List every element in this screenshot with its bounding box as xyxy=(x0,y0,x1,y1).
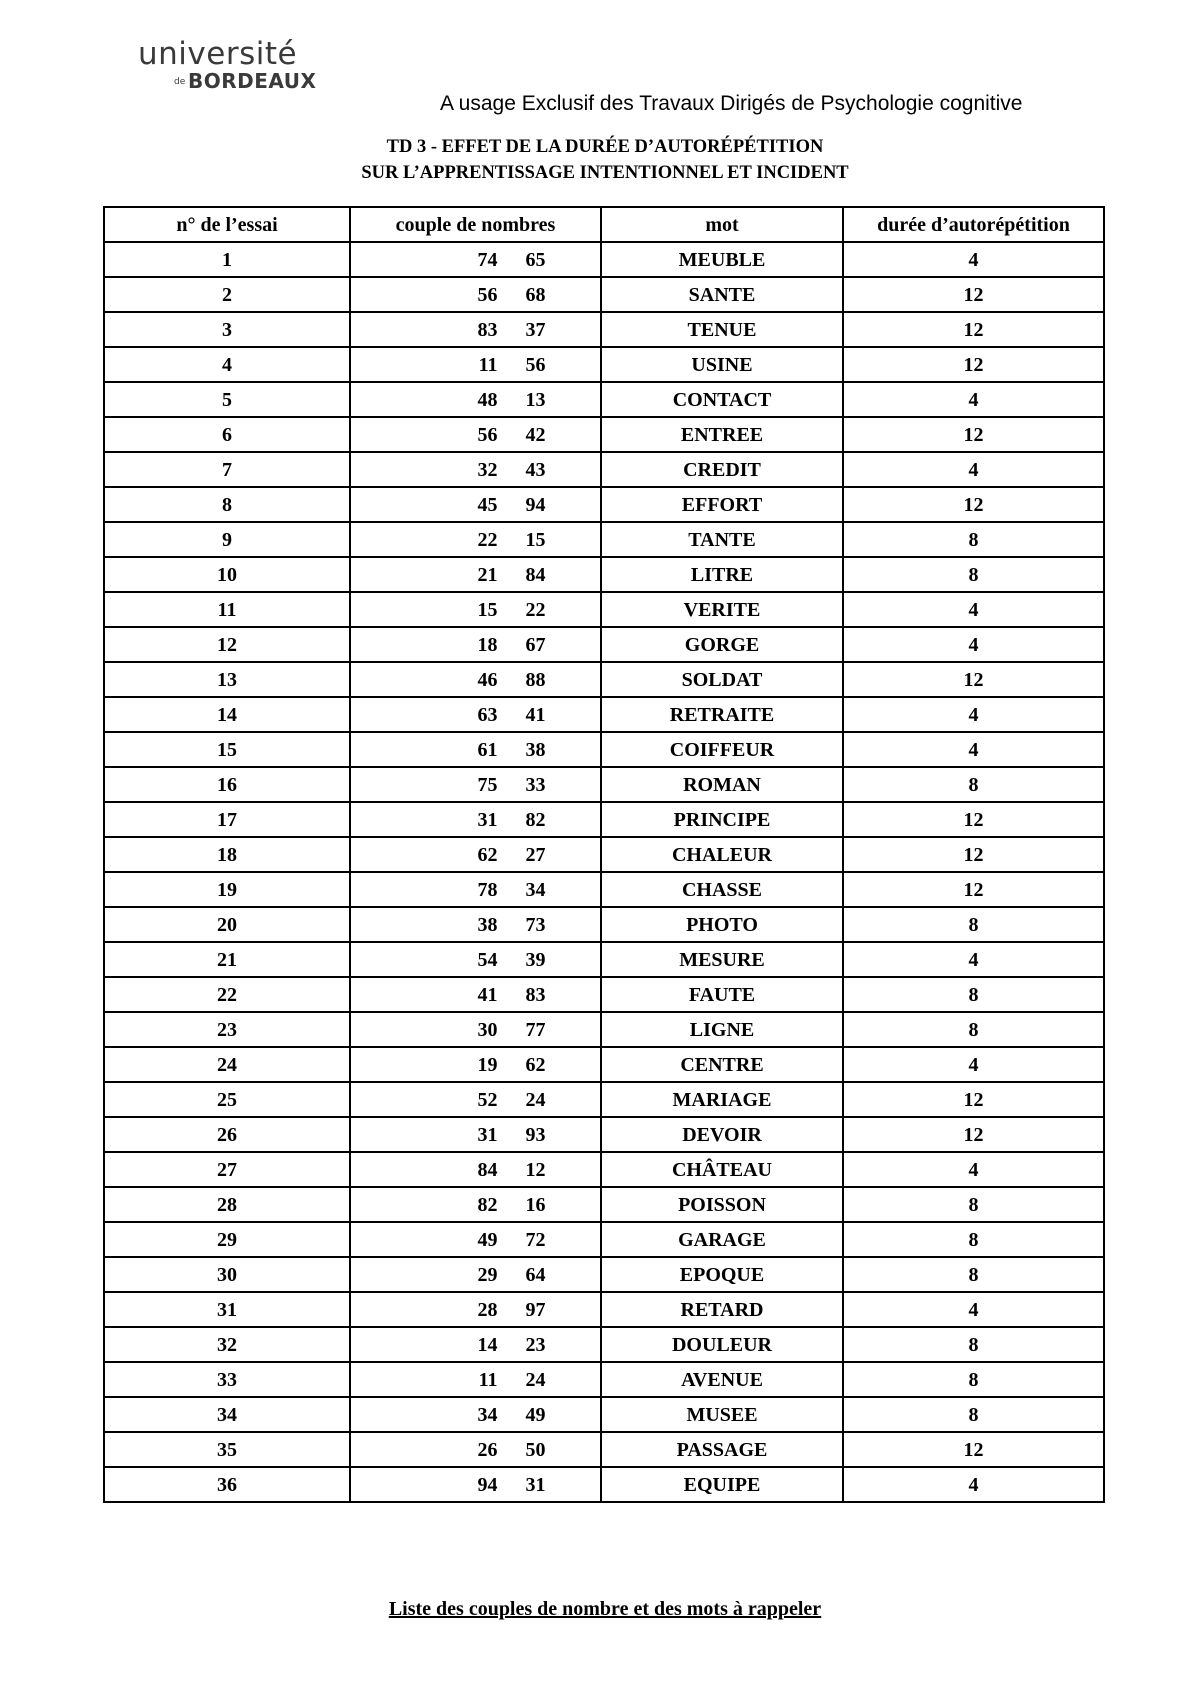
trial-number-cell: 3 xyxy=(104,312,350,347)
table-row xyxy=(104,312,1104,347)
table-row xyxy=(104,732,1104,767)
trial-number-cell: 6 xyxy=(104,417,350,452)
table-row xyxy=(104,1187,1104,1222)
trial-number-cell: 1 xyxy=(104,242,350,277)
second-number: 83 xyxy=(525,983,546,1006)
header-trial-number: n° de l’essai xyxy=(104,207,350,242)
second-number: 94 xyxy=(525,493,546,516)
number-pair-cell xyxy=(350,522,601,557)
second-number: 33 xyxy=(525,773,546,796)
second-number: 31 xyxy=(525,1473,546,1496)
second-number: 38 xyxy=(525,738,546,761)
trial-number-cell: 29 xyxy=(104,1222,350,1257)
second-number: 49 xyxy=(525,1403,546,1426)
table-header-row xyxy=(104,207,1104,242)
word-cell: MEUBLE xyxy=(601,242,843,277)
trial-number-cell: 22 xyxy=(104,977,350,1012)
duration-cell: 8 xyxy=(843,1012,1104,1047)
university-logo xyxy=(138,36,338,98)
number-pair-cell xyxy=(350,907,601,942)
document-title xyxy=(0,134,1200,186)
table-row xyxy=(104,1327,1104,1362)
table-row xyxy=(104,382,1104,417)
duration-cell: 8 xyxy=(843,1397,1104,1432)
table-row xyxy=(104,837,1104,872)
duration-cell: 4 xyxy=(843,452,1104,487)
table-row xyxy=(104,1362,1104,1397)
number-pair-cell xyxy=(350,1257,601,1292)
number-pair-cell xyxy=(350,1152,601,1187)
trial-number-cell: 30 xyxy=(104,1257,350,1292)
first-number: 61 xyxy=(477,738,498,761)
word-cell: SANTE xyxy=(601,277,843,312)
first-number: 18 xyxy=(477,633,498,656)
word-cell: USINE xyxy=(601,347,843,382)
trial-number-cell: 9 xyxy=(104,522,350,557)
duration-cell: 8 xyxy=(843,767,1104,802)
duration-cell: 4 xyxy=(843,1292,1104,1327)
first-number: 14 xyxy=(477,1333,498,1356)
word-cell: MARIAGE xyxy=(601,1082,843,1117)
trial-number-cell: 31 xyxy=(104,1292,350,1327)
table-row xyxy=(104,487,1104,522)
second-number: 37 xyxy=(525,318,546,341)
first-number: 78 xyxy=(477,878,498,901)
number-pair-cell xyxy=(350,732,601,767)
table-row xyxy=(104,977,1104,1012)
first-number: 31 xyxy=(477,1123,498,1146)
number-pair-cell xyxy=(350,1187,601,1222)
word-cell: DOULEUR xyxy=(601,1327,843,1362)
number-pair-cell xyxy=(350,1082,601,1117)
trial-number-cell: 17 xyxy=(104,802,350,837)
trial-number-cell: 35 xyxy=(104,1432,350,1467)
first-number: 11 xyxy=(478,1368,498,1391)
duration-cell: 4 xyxy=(843,1152,1104,1187)
first-number: 26 xyxy=(477,1438,498,1461)
first-number: 46 xyxy=(477,668,498,691)
duration-cell: 8 xyxy=(843,977,1104,1012)
table-row xyxy=(104,697,1104,732)
number-pair-cell xyxy=(350,1222,601,1257)
table-row xyxy=(104,1047,1104,1082)
duration-cell: 8 xyxy=(843,907,1104,942)
trials-table xyxy=(103,206,1105,1503)
duration-cell: 8 xyxy=(843,1257,1104,1292)
trial-number-cell: 20 xyxy=(104,907,350,942)
table-body xyxy=(104,242,1104,1502)
word-cell: MESURE xyxy=(601,942,843,977)
number-pair-cell xyxy=(350,662,601,697)
table-row xyxy=(104,557,1104,592)
first-number: 28 xyxy=(477,1298,498,1321)
first-number: 11 xyxy=(478,353,498,376)
trial-number-cell: 27 xyxy=(104,1152,350,1187)
duration-cell: 12 xyxy=(843,347,1104,382)
number-pair-cell xyxy=(350,802,601,837)
number-pair-cell xyxy=(350,312,601,347)
table-row xyxy=(104,1082,1104,1117)
trial-number-cell: 14 xyxy=(104,697,350,732)
first-number: 82 xyxy=(477,1193,498,1216)
word-cell: ROMAN xyxy=(601,767,843,802)
second-number: 50 xyxy=(525,1438,546,1461)
first-number: 62 xyxy=(477,843,498,866)
second-number: 72 xyxy=(525,1228,546,1251)
second-number: 77 xyxy=(525,1018,546,1041)
word-cell: GORGE xyxy=(601,627,843,662)
word-cell: LITRE xyxy=(601,557,843,592)
table-row xyxy=(104,942,1104,977)
duration-cell: 4 xyxy=(843,942,1104,977)
title-line-1: TD 3 - EFFET DE LA DURÉE D’AUTORÉPÉTITION xyxy=(386,137,824,157)
duration-cell: 12 xyxy=(843,1117,1104,1152)
duration-cell: 12 xyxy=(843,417,1104,452)
duration-cell: 12 xyxy=(843,277,1104,312)
table-row xyxy=(104,1222,1104,1257)
table-row xyxy=(104,347,1104,382)
duration-cell: 8 xyxy=(843,522,1104,557)
first-number: 75 xyxy=(477,773,498,796)
trial-number-cell: 7 xyxy=(104,452,350,487)
trial-number-cell: 15 xyxy=(104,732,350,767)
duration-cell: 12 xyxy=(843,837,1104,872)
header-word: mot xyxy=(601,207,843,242)
duration-cell: 12 xyxy=(843,662,1104,697)
trial-number-cell: 12 xyxy=(104,627,350,662)
second-number: 84 xyxy=(525,563,546,586)
trial-number-cell: 36 xyxy=(104,1467,350,1502)
number-pair-cell xyxy=(350,592,601,627)
first-number: 83 xyxy=(477,318,498,341)
trial-number-cell: 5 xyxy=(104,382,350,417)
table-row xyxy=(104,522,1104,557)
number-pair-cell xyxy=(350,627,601,662)
second-number: 13 xyxy=(525,388,546,411)
word-cell: MUSEE xyxy=(601,1397,843,1432)
word-cell: RETARD xyxy=(601,1292,843,1327)
second-number: 88 xyxy=(525,668,546,691)
second-number: 24 xyxy=(525,1088,546,1111)
word-cell: PHOTO xyxy=(601,907,843,942)
trial-number-cell: 19 xyxy=(104,872,350,907)
duration-cell: 4 xyxy=(843,627,1104,662)
second-number: 93 xyxy=(525,1123,546,1146)
word-cell: EQUIPE xyxy=(601,1467,843,1502)
number-pair-cell xyxy=(350,767,601,802)
word-cell: EFFORT xyxy=(601,487,843,522)
word-cell: TANTE xyxy=(601,522,843,557)
duration-cell: 8 xyxy=(843,1327,1104,1362)
first-number: 49 xyxy=(477,1228,498,1251)
word-cell: ENTREE xyxy=(601,417,843,452)
first-number: 56 xyxy=(477,283,498,306)
first-number: 22 xyxy=(477,528,498,551)
second-number: 39 xyxy=(525,948,546,971)
word-cell: FAUTE xyxy=(601,977,843,1012)
table-row xyxy=(104,802,1104,837)
first-number: 29 xyxy=(477,1263,498,1286)
trial-number-cell: 2 xyxy=(104,277,350,312)
table-row xyxy=(104,1257,1104,1292)
duration-cell: 12 xyxy=(843,872,1104,907)
table-row xyxy=(104,242,1104,277)
usage-notice: A usage Exclusif des Travaux Dirigés de Psychologie cognitive xyxy=(440,92,1023,115)
duration-cell: 4 xyxy=(843,697,1104,732)
table-row xyxy=(104,907,1104,942)
first-number: 15 xyxy=(477,598,498,621)
number-pair-cell xyxy=(350,872,601,907)
second-number: 62 xyxy=(525,1053,546,1076)
trial-number-cell: 26 xyxy=(104,1117,350,1152)
second-number: 82 xyxy=(525,808,546,831)
trial-number-cell: 18 xyxy=(104,837,350,872)
table-row xyxy=(104,1467,1104,1502)
table-row xyxy=(104,662,1104,697)
word-cell: VERITE xyxy=(601,592,843,627)
number-pair-cell xyxy=(350,557,601,592)
duration-cell: 12 xyxy=(843,1432,1104,1467)
second-number: 16 xyxy=(525,1193,546,1216)
table-caption xyxy=(0,1596,1200,1622)
duration-cell: 8 xyxy=(843,557,1104,592)
second-number: 34 xyxy=(525,878,546,901)
word-cell: COIFFEUR xyxy=(601,732,843,767)
trial-number-cell: 25 xyxy=(104,1082,350,1117)
table-row xyxy=(104,1432,1104,1467)
table-caption-text: Liste des couples de nombre et des mots à rappeler xyxy=(388,1598,822,1620)
first-number: 30 xyxy=(477,1018,498,1041)
word-cell: PRINCIPE xyxy=(601,802,843,837)
second-number: 97 xyxy=(525,1298,546,1321)
second-number: 73 xyxy=(525,913,546,936)
number-pair-cell xyxy=(350,942,601,977)
logo-de-text: de xyxy=(174,77,186,87)
trial-number-cell: 13 xyxy=(104,662,350,697)
first-number: 74 xyxy=(477,248,498,271)
table-row xyxy=(104,1397,1104,1432)
table-row xyxy=(104,1012,1104,1047)
word-cell: PASSAGE xyxy=(601,1432,843,1467)
duration-cell: 8 xyxy=(843,1222,1104,1257)
first-number: 31 xyxy=(477,808,498,831)
second-number: 12 xyxy=(525,1158,546,1181)
trial-number-cell: 23 xyxy=(104,1012,350,1047)
trial-number-cell: 10 xyxy=(104,557,350,592)
trial-number-cell: 8 xyxy=(104,487,350,522)
table-row xyxy=(104,767,1104,802)
duration-cell: 4 xyxy=(843,382,1104,417)
table-row xyxy=(104,1152,1104,1187)
first-number: 56 xyxy=(477,423,498,446)
second-number: 15 xyxy=(525,528,546,551)
second-number: 56 xyxy=(525,353,546,376)
second-number: 42 xyxy=(525,423,546,446)
logo-bordeaux-text: BORDEAUX xyxy=(188,69,317,93)
trial-number-cell: 33 xyxy=(104,1362,350,1397)
trial-number-cell: 28 xyxy=(104,1187,350,1222)
number-pair-cell xyxy=(350,1327,601,1362)
second-number: 68 xyxy=(525,283,546,306)
table-row xyxy=(104,417,1104,452)
duration-cell: 8 xyxy=(843,1187,1104,1222)
duration-cell: 12 xyxy=(843,802,1104,837)
duration-cell: 12 xyxy=(843,487,1104,522)
first-number: 52 xyxy=(477,1088,498,1111)
first-number: 45 xyxy=(477,493,498,516)
second-number: 24 xyxy=(525,1368,546,1391)
word-cell: TENUE xyxy=(601,312,843,347)
number-pair-cell xyxy=(350,1432,601,1467)
number-pair-cell xyxy=(350,1397,601,1432)
number-pair-cell xyxy=(350,1467,601,1502)
trial-number-cell: 4 xyxy=(104,347,350,382)
number-pair-cell xyxy=(350,347,601,382)
trial-number-cell: 32 xyxy=(104,1327,350,1362)
trial-number-cell: 34 xyxy=(104,1397,350,1432)
word-cell: CENTRE xyxy=(601,1047,843,1082)
number-pair-cell xyxy=(350,1362,601,1397)
word-cell: AVENUE xyxy=(601,1362,843,1397)
word-cell: POISSON xyxy=(601,1187,843,1222)
table-row xyxy=(104,1117,1104,1152)
table-row xyxy=(104,452,1104,487)
trial-number-cell: 16 xyxy=(104,767,350,802)
second-number: 23 xyxy=(525,1333,546,1356)
number-pair-cell xyxy=(350,837,601,872)
second-number: 43 xyxy=(525,458,546,481)
first-number: 84 xyxy=(477,1158,498,1181)
word-cell: CHASSE xyxy=(601,872,843,907)
word-cell: RETRAITE xyxy=(601,697,843,732)
table-row xyxy=(104,627,1104,662)
first-number: 34 xyxy=(477,1403,498,1426)
first-number: 41 xyxy=(477,983,498,1006)
first-number: 32 xyxy=(477,458,498,481)
number-pair-cell xyxy=(350,697,601,732)
duration-cell: 4 xyxy=(843,1047,1104,1082)
number-pair-cell xyxy=(350,277,601,312)
duration-cell: 4 xyxy=(843,242,1104,277)
first-number: 48 xyxy=(477,388,498,411)
duration-cell: 4 xyxy=(843,1467,1104,1502)
number-pair-cell xyxy=(350,417,601,452)
word-cell: LIGNE xyxy=(601,1012,843,1047)
header-number-pair: couple de nombres xyxy=(350,207,601,242)
word-cell: GARAGE xyxy=(601,1222,843,1257)
trial-number-cell: 24 xyxy=(104,1047,350,1082)
table-row xyxy=(104,872,1104,907)
number-pair-cell xyxy=(350,1012,601,1047)
second-number: 65 xyxy=(525,248,546,271)
word-cell: SOLDAT xyxy=(601,662,843,697)
word-cell: DEVOIR xyxy=(601,1117,843,1152)
duration-cell: 12 xyxy=(843,1082,1104,1117)
number-pair-cell xyxy=(350,1292,601,1327)
trial-number-cell: 11 xyxy=(104,592,350,627)
table-row xyxy=(104,277,1104,312)
word-cell: CREDIT xyxy=(601,452,843,487)
number-pair-cell xyxy=(350,1117,601,1152)
number-pair-cell xyxy=(350,977,601,1012)
first-number: 94 xyxy=(477,1473,498,1496)
word-cell: CHALEUR xyxy=(601,837,843,872)
number-pair-cell xyxy=(350,1047,601,1082)
logo-universite-text: université xyxy=(138,36,298,72)
word-cell: CONTACT xyxy=(601,382,843,417)
number-pair-cell xyxy=(350,487,601,522)
number-pair-cell xyxy=(350,382,601,417)
title-line-2: SUR L’APPRENTISSAGE INTENTIONNEL ET INCIDENT xyxy=(361,163,849,183)
table-row xyxy=(104,1292,1104,1327)
first-number: 19 xyxy=(477,1053,498,1076)
second-number: 27 xyxy=(525,843,546,866)
second-number: 67 xyxy=(525,633,546,656)
table-row xyxy=(104,592,1104,627)
second-number: 41 xyxy=(525,703,546,726)
second-number: 22 xyxy=(525,598,546,621)
word-cell: EPOQUE xyxy=(601,1257,843,1292)
second-number: 64 xyxy=(525,1263,546,1286)
number-pair-cell xyxy=(350,242,601,277)
trial-number-cell: 21 xyxy=(104,942,350,977)
header-rehearsal-duration: durée d’autorépétition xyxy=(843,207,1104,242)
duration-cell: 8 xyxy=(843,1362,1104,1397)
duration-cell: 12 xyxy=(843,312,1104,347)
word-cell: CHÂTEAU xyxy=(601,1152,843,1187)
first-number: 38 xyxy=(477,913,498,936)
first-number: 21 xyxy=(477,563,498,586)
number-pair-cell xyxy=(350,452,601,487)
duration-cell: 4 xyxy=(843,592,1104,627)
first-number: 54 xyxy=(477,948,498,971)
first-number: 63 xyxy=(477,703,498,726)
duration-cell: 4 xyxy=(843,732,1104,767)
